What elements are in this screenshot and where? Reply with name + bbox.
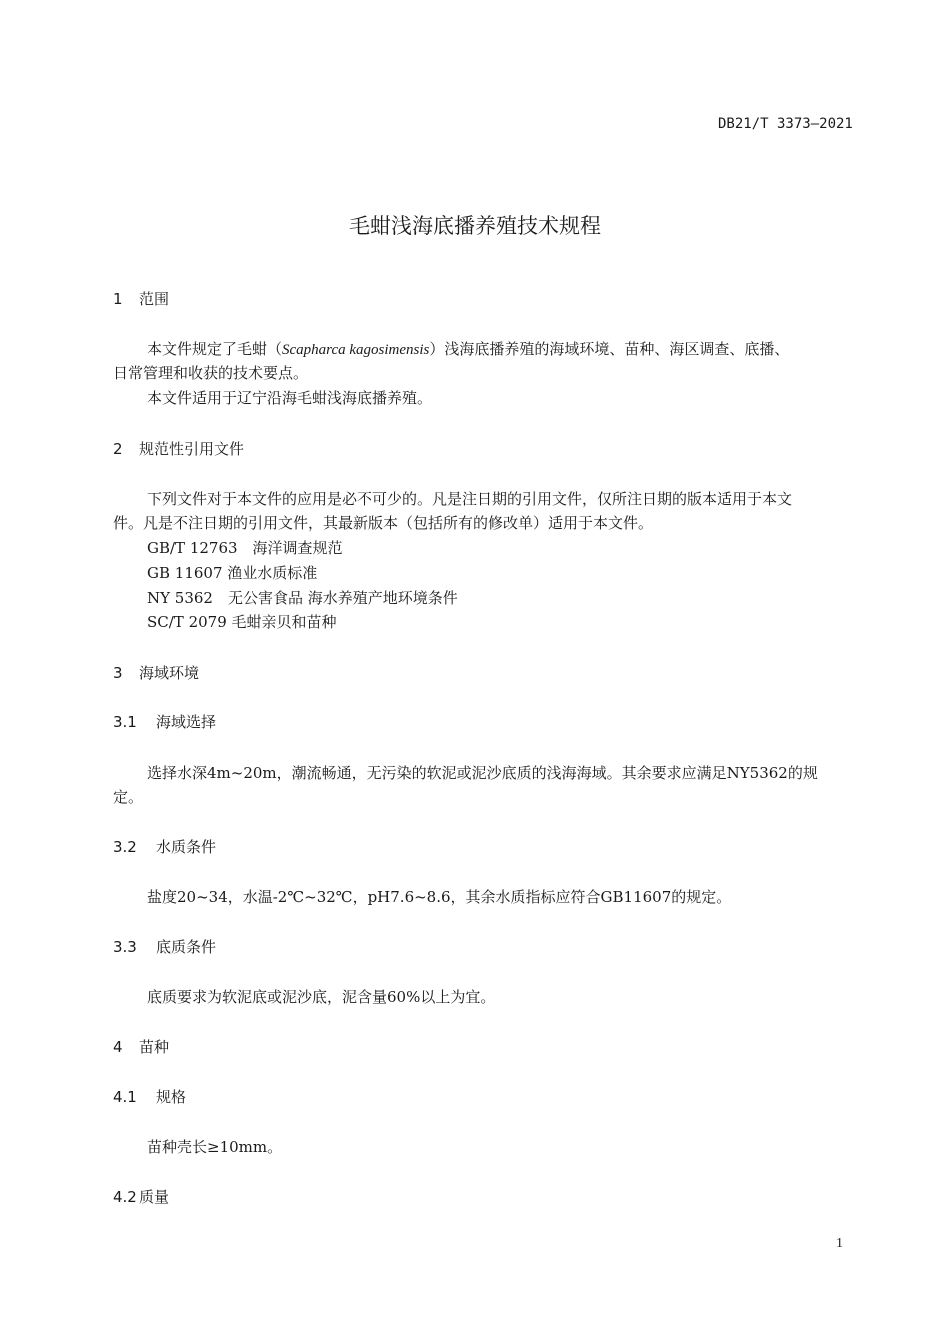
section-number: 4.2	[113, 1188, 137, 1206]
section-number: 3.2	[113, 838, 137, 856]
text-span: ）浅海底播养殖的海域环境、苗种、海区调查、底播、	[429, 340, 790, 358]
scope-applicability: 本文件适用于辽宁沿海毛蚶浅海底播养殖。	[147, 389, 433, 407]
section-title: 底质条件	[156, 938, 217, 956]
section-number: 3.1	[113, 713, 137, 731]
section-title: 规格	[156, 1088, 187, 1106]
section-title: 海域选择	[156, 713, 217, 731]
scope-paragraph-line-2: 日常管理和收获的技术要点。	[113, 364, 309, 382]
section-number: 4	[113, 1038, 123, 1056]
section-3-3-heading	[113, 936, 216, 957]
seed-size-paragraph: 苗种壳长≥10mm。	[147, 1138, 283, 1156]
section-4-1-heading	[113, 1086, 186, 1107]
section-title: 规范性引用文件	[139, 440, 245, 458]
sea-area-paragraph-line-1: 选择水深4m~20m，潮流畅通，无污染的软泥或泥沙底质的浅海海域。其余要求应满足NY5362的规	[147, 764, 818, 782]
reference-item: NY 5362 无公害食品 海水养殖产地环境条件	[147, 589, 458, 607]
document-title: 毛蚶浅海底播养殖技术规程	[349, 214, 601, 238]
species-name: Scapharca kagosimensis	[282, 342, 430, 358]
section-1-heading	[113, 288, 169, 309]
scope-paragraph-line-1	[147, 338, 789, 359]
section-number: 4.1	[113, 1088, 137, 1106]
substrate-paragraph: 底质要求为软泥底或泥沙底，泥含量60%以上为宜。	[147, 988, 496, 1006]
section-3-1-heading	[113, 711, 216, 732]
section-4-2-heading	[113, 1186, 169, 1207]
section-number: 2	[113, 440, 123, 458]
document-code: DB21/T 3373—2021	[718, 116, 853, 132]
section-4-heading	[113, 1036, 169, 1057]
section-title: 质量	[139, 1188, 170, 1206]
reference-item: GB 11607 渔业水质标准	[147, 564, 318, 582]
section-number: 3.3	[113, 938, 137, 956]
text-span: 本文件规定了毛蚶（	[147, 340, 283, 358]
references-intro-line-1: 下列文件对于本文件的应用是必不可少的。凡是注日期的引用文件，仅所注日期的版本适用于本文	[147, 490, 793, 508]
section-3-heading	[113, 662, 199, 683]
water-quality-paragraph: 盐度20~34，水温-2℃~32℃，pH7.6~8.6，其余水质指标应符合GB11607的规定。	[147, 888, 732, 906]
section-number: 3	[113, 664, 123, 682]
sea-area-paragraph-line-2: 定。	[113, 788, 144, 806]
section-title: 海域环境	[139, 664, 200, 682]
section-title: 苗种	[139, 1038, 170, 1056]
page-number: 1	[836, 1236, 843, 1251]
section-3-2-heading	[113, 836, 216, 857]
section-title: 范围	[139, 290, 170, 308]
section-2-heading	[113, 438, 244, 459]
section-number: 1	[113, 290, 123, 308]
reference-item: SC/T 2079 毛蚶亲贝和苗种	[147, 613, 337, 631]
reference-item: GB/T 12763 海洋调查规范	[147, 539, 343, 557]
references-intro-line-2: 件。凡是不注日期的引用文件，其最新版本（包括所有的修改单）适用于本文件。	[113, 514, 654, 532]
section-title: 水质条件	[156, 838, 217, 856]
